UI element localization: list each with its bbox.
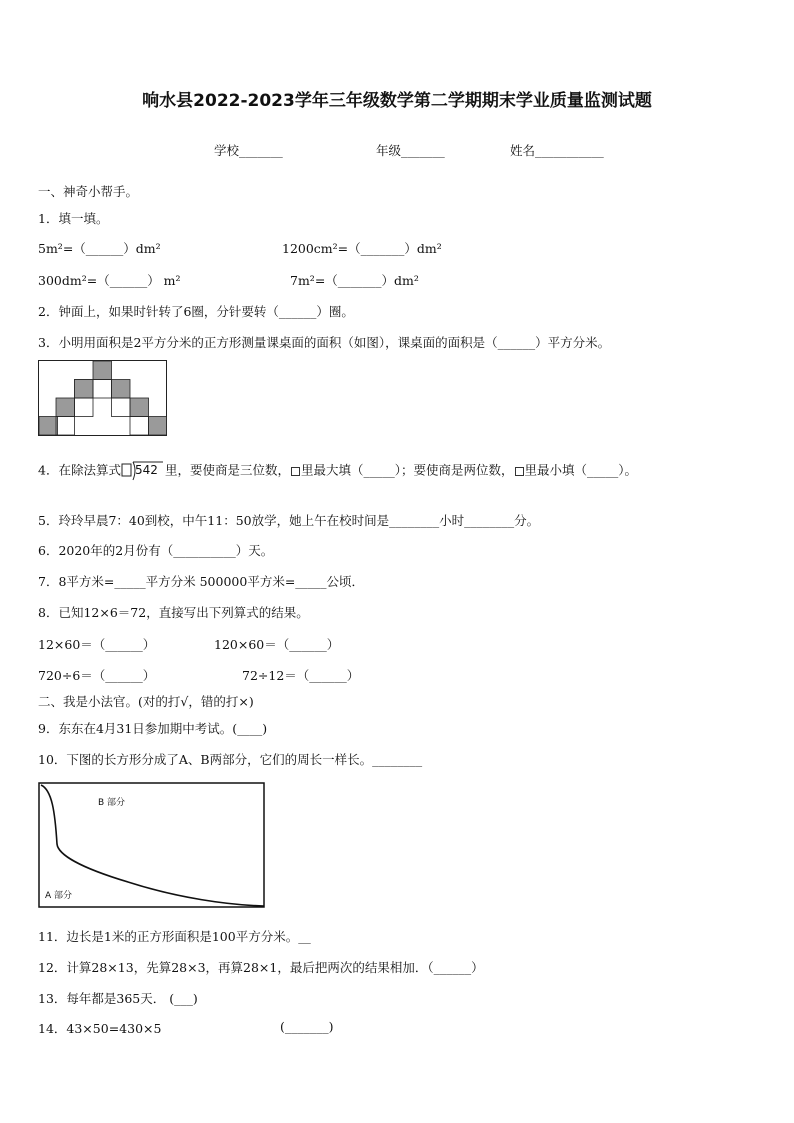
question-11[interactable]: 11．边长是1米的正方形面积是100平方分米。__ — [38, 929, 311, 944]
school-field[interactable]: 学校_______ — [214, 143, 283, 158]
question-3-figure — [38, 360, 168, 442]
box-icon — [515, 467, 524, 476]
page-title: 响水县2022-2023学年三年级数学第二学期期末学业质量监测试题 — [142, 91, 652, 111]
question-8-stem: 8．已知12×6＝72，直接写出下列算式的结果。 — [38, 605, 309, 620]
name-field[interactable]: 姓名___________ — [510, 143, 604, 158]
grade-field[interactable]: 年级_______ — [376, 143, 445, 158]
question-13[interactable]: 13．每年都是365天． (___) — [38, 991, 198, 1006]
question-10[interactable]: 10．下图的长方形分成了A、B两部分，它们的周长一样长。________ — [38, 752, 423, 767]
question-4[interactable]: 4．在除法算式 542 里，要使商是三位数， 里最大填（_____）；要使商是两位数， 里最小填（_____）。 — [38, 460, 637, 482]
question-2[interactable]: 2．钟面上，如果时针转了6圈，分针要转（______）圈。 — [38, 304, 354, 319]
question-1c[interactable]: 300dm²=（______） m² — [38, 273, 181, 288]
question-8b[interactable]: 120×60＝（______） — [214, 637, 340, 652]
question-5[interactable]: 5．玲玲早晨7：40到校，中午11：50放学，她上午在校时间是________小时________分。 — [38, 513, 540, 528]
question-9[interactable]: 9．东东在4月31日参加期中考试。(____) — [38, 721, 268, 736]
part-a-label: A 部分 — [45, 891, 73, 901]
question-7[interactable]: 7．8平方米=_____平方分米 500000平方米=_____公顷． — [38, 574, 365, 589]
question-8d[interactable]: 72÷12＝（______） — [242, 668, 360, 683]
question-4-prefix: 4．在除法算式 — [38, 462, 121, 478]
question-12[interactable]: 12．计算28×13，先算28×3，再算28×1，最后把两次的结果相加．（______） — [38, 960, 484, 975]
rectangle-split-diagram — [38, 782, 266, 910]
question-3[interactable]: 3．小明用面积是2平方分米的正方形测量课桌面的面积（如图），课桌面的面积是（______）平方分米。 — [38, 335, 611, 350]
dividend: 542 — [134, 463, 158, 477]
question-8c[interactable]: 720÷6＝（______） — [38, 668, 156, 683]
question-8a[interactable]: 12×60＝（______） — [38, 637, 156, 652]
box-icon — [291, 467, 300, 476]
section-1-heading: 一、神奇小帮手。 — [38, 184, 139, 199]
question-10-figure — [38, 782, 266, 914]
question-1a[interactable]: 5m²=（______）dm² — [38, 241, 161, 256]
question-14: 14．43×50=430×5 — [38, 1021, 162, 1036]
question-1b[interactable]: 1200cm²=（_______）dm² — [282, 241, 442, 256]
desk-grid-diagram — [38, 360, 168, 438]
question-6[interactable]: 6．2020年的2月份有（__________）天。 — [38, 543, 274, 558]
part-b-label: B 部分 — [98, 798, 126, 808]
question-1-stem: 1．填一填。 — [38, 211, 109, 226]
section-2-heading: 二、我是小法官。(对的打√，错的打×) — [38, 694, 254, 709]
question-14-answer[interactable]: (_______) — [280, 1019, 334, 1034]
division-expression — [121, 460, 165, 482]
question-1d[interactable]: 7m²=（_______）dm² — [290, 273, 419, 288]
